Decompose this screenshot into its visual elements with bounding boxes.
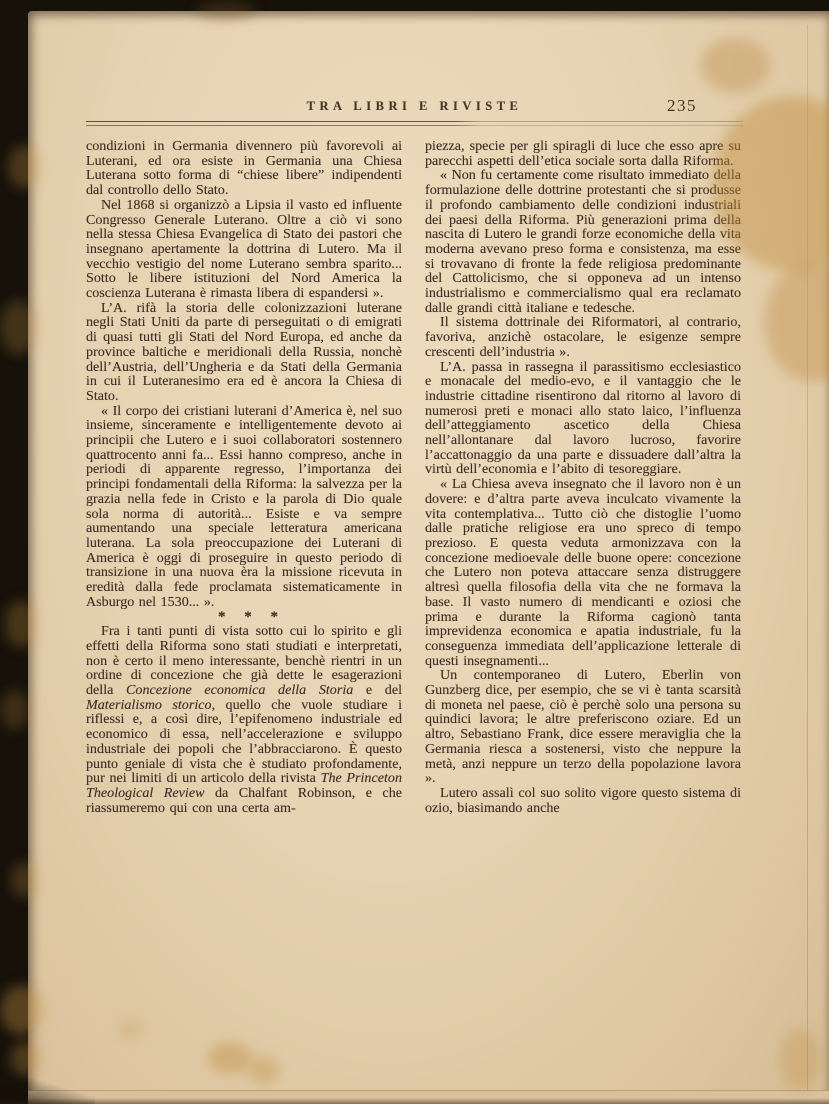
paragraph: L’A. rifà la storia delle colonizzazioni luterane negli Stati Uniti da parte di perseguitati o di emigrati di quasi tutti gli Stati del Nord Europa, ed anche da province baltiche e meridionali della Russia, nonchè dell’Austria, dell’Ungheria e da Stati della Germania in cui il Luteranesimo era ed è ancora la Chiesa di Stato. [86,299,402,404]
paragraph: piezza, specie per gli spiragli di luce che esso apre su parecchi aspetti dell’etica sociale sorta dalla Riforma. [425,138,741,169]
paragraph: Nel 1868 si organizzò a Lipsia il vasto ed influente Congresso Generale Luterano. Oltre a ciò vi sono nella stessa Chiesa Evangelica di Stato dei pastori che insegnano apertamente la dottrina di Lutero. Ma il vecchio vestigio del nome Luterano sembra sparito... Sotto le libere istituzioni del Nord America la coscienza Luterana è rimasta libera di espandersi ». [86,196,402,302]
page-header [86,97,743,115]
foxing-stain [0,690,30,730]
italic-title: Concezione economica della Storia [126,682,354,699]
italic-title: The Princeton Theological Review [86,770,402,801]
header-rule [86,121,743,126]
text-run: da Chalfant Robinson, e che riassumeremo qui con una certa am- [86,784,402,816]
paragraph [86,624,402,815]
printed-text-block [86,11,743,815]
right-column [425,139,741,815]
paragraph: Un contemporaneo di Lutero, Eberlin von Gunzberg dice, per esempio, che se vi è tanta scarsità di moneta nel paese, ciò è perchè solo una persona su quindici lavora; le altre preferiscono oziare. Ed un altro, Sebastiano Frank, dice essere meraviglia che la Germania riesca a sostenersi, visto che neppure la metà, anzi neppure un terzo della popolazione lavora ». [425,667,741,787]
italic-title: Materialismo storico [86,696,212,713]
scan-shadow-bottom [0,1098,829,1104]
paragraph: « Il corpo dei cristiani luterani d’America è, nel suo insieme, sinceramente e intelligentemente devoto ai principii che Lutero e i suoi collaboratori sostennero quattrocento anni fa... Essi hanno compreso, anche in periodi di apparente regresso, l’importanza dei principi fondamentali della Riforma: la salvezza per la grazia nella fede in Cristo e la parola di Dio quale sola norma di autorità... Esiste e va sempre aumentando una speciale letteratura americana luterana. La sola preoccupazione dei Luterani di America è oggi di proseguire in questo periodo di transizione in una nuova èra la missione ricevuta in eredità dalla fede proclamata sistematicamente in Asburgo nel 1530... ». [86,402,402,610]
running-head: TRA LIBRI E RIVISTE [306,99,523,113]
text-run: e del [353,682,402,699]
section-separator: * * * [218,608,285,625]
paragraph: « La Chiesa aveva insegnato che il lavoro non è un dovere: e d’altra parte aveva inculcato vivamente la vita contemplativa... Tutto ciò che distoglie l’uomo dalle pratiche religiose era uno spreco di tempo prezioso. E questa veduta armonizzava con la concezione medioevale delle buone opere: concezione che Lutero non poteva attaccare senza distruggere altresì quella filosofia della vita che ne formava la base. Il vasto numero di mendicanti e oziosi che prima e durante la Riforma cagionò tanta imprevidenza economica e apatia industriale, fu la conseguenza immediata dell’applicazione letterale di questi insegnamenti... [425,476,741,669]
text-run: , quello che vuole studiare i riflessi e, a così dire, l’epifenomeno industriale ed economico di essa, nell’accelerazione e sviluppo industriale dei popoli che l’abbracciarono. È questo punto geniale di vista che è studiato profondamente, pur nei limiti di un articolo della rivista [86,696,402,787]
two-column-text [86,139,743,815]
book-page [28,11,829,1104]
paragraph: Il sistema dottrinale dei Riformatori, al contrario, favoriva, anzichè ostacolare, le esigenze sempre crescenti dell’industria ». [425,314,741,360]
left-column [86,139,402,815]
page-fold-line-vertical [807,25,808,1092]
paragraph: « Non fu certamente come risultato immediato della formulazione delle dottrine protestanti che si produsse il profondo cambiamento delle condizioni industriali dei paesi della Riforma. Più generazioni prima della nascita di Lutero le grandi forze economiche della vita moderna avevano preso forma e consistenza, ma esse si trovavano di fronte la fede religiosa predominante del Cattolicismo, che si opponeva ad un intenso industrialismo e commercialismo qual era reclamato dalle grandi città italiane e tedesche. [425,167,741,316]
page-fold-line-horizontal [36,1090,829,1091]
paragraph: condizioni in Germania divennero più favorevoli ai Luterani, ed ora esiste in Germania una Chiesa Luterana sotto forma di “chiese libere” indipendenti dal controllo dello Stato. [86,138,402,199]
paragraph: L’A. passa in rassegna il parassitismo ecclesiastico e monacale del medio-evo, e il vantaggio che le industrie cittadine risentirono dal ritorno al lavoro di numerosi preti e monaci allo stato laico, l’influenza dell’atteggiamento ascetico della Chiesa nell’allontanare dal lavoro lucroso, favorire l’accattonaggio da una parte e dissuadere dall’altra la virtù dell’economia e l’abito di tesoreggiare. [425,358,741,478]
paragraph: Lutero assalì col suo solito vigore questo sistema di ozio, biasimando anche [425,784,741,816]
page-number: 235 [667,96,697,115]
text-run: Fra i tanti punti di vista sotto cui lo spirito e gli effetti della Riforma sono stati studiati e interpretati, non è certo il meno interessante, benchè rientri in un ordine di concezione che già dette le esagerazioni della [86,623,402,699]
